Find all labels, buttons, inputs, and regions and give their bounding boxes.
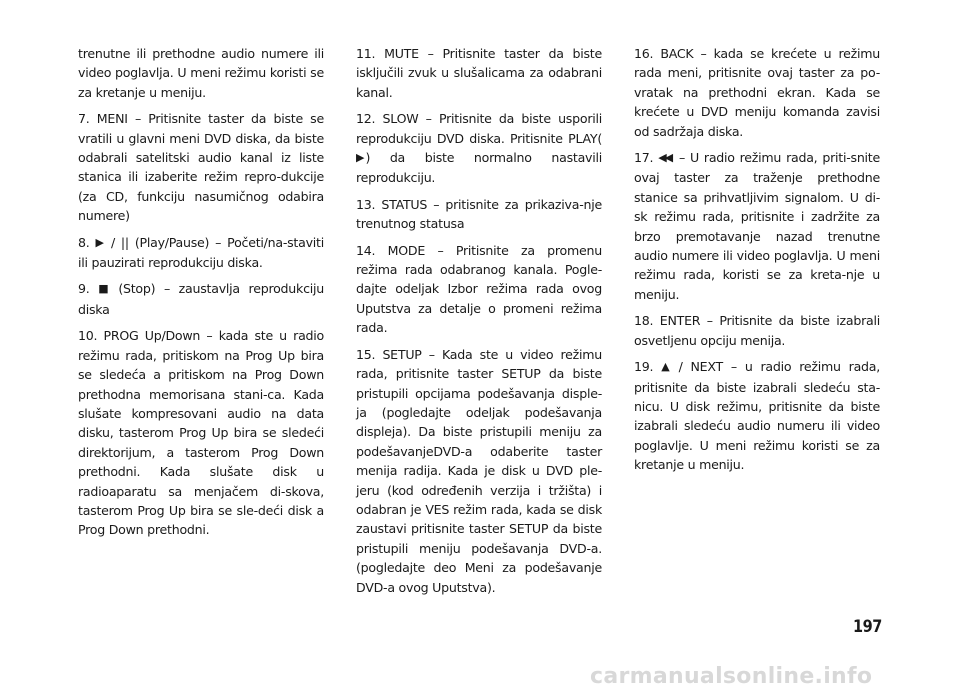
- up-arrow-icon: ▲: [661, 360, 668, 374]
- paragraph-item-13-status: 13. STATUS – pritisnite za prikaziva-nje trenutnog statusa: [356, 196, 602, 232]
- item-text: – U radio režimu rada, priti-snite ovaj taster za traženje prethodne stanice sa prihvatljivim signalom. U di-sk režimu rada, pritisnite i zadržite za brzo premotavanje nazad trenutne audio numere ili video poglavlja. U meni režimu rada, koristi se za kreta-nje u meniju.: [634, 150, 880, 302]
- paragraph-item-8-play-pause: [78, 233, 324, 273]
- paragraph-item-9-stop: [78, 279, 324, 319]
- paragraph-item-11-mute: 11. MUTE – Pritisnite taster da biste isključili zvuk u slušalicama za odabrani kanal.: [356, 46, 602, 100]
- play-icon: ▶: [356, 151, 363, 165]
- item-number: 9.: [78, 281, 90, 297]
- paragraph-item-17-rewind: [634, 148, 880, 304]
- paragraph-item-7-menu: 7. MENI – Pritisnite taster da biste se vratili u glavni meni DVD diska, da biste odabrali satelitski audio kanal iz liste stanica ili izaberite režim repro-dukcije (za CD, funkciju nasumičnog odabira numere): [78, 111, 324, 224]
- item-number: 19.: [634, 359, 654, 375]
- item-text-after: ) da biste normalno nastavili reprodukciju.: [356, 150, 602, 186]
- paragraph-item-19-next: [634, 357, 880, 474]
- item-number: 17.: [634, 150, 654, 166]
- watermark: carmanualsonline.info: [590, 664, 873, 689]
- paragraph-item-10-prog: 10. PROG Up/Down – kada ste u radio režimu rada, pritiskom na Prog Up bira se sledeća a pritiskom na Prog Down prethodna memorisana stani-ca. Kada slušate kompresovani audio na data disku, tasterom Prog Up bira se sledeći direktorijum, a tasterom Prog Down prethodni. Kada slušate disk u radioaparatu sa menjačem di-skova, tasterom Prog Up bira se sle-deći disk a Prog Down prethodni.: [78, 328, 324, 538]
- stop-icon: ■: [98, 282, 107, 296]
- text-column-1: [78, 44, 324, 547]
- item-number: 8.: [78, 234, 90, 250]
- paragraph-item-16-back: 16. BACK – kada se krećete u režimu rada meni, pritisnite ovaj taster za po-vratak na prethodni ekran. Kada se krećete u DVD meniju komanda zavisi od sadržaja diska.: [634, 46, 880, 139]
- text-column-2: [356, 44, 602, 604]
- paragraph-continuation: trenutne ili prethodne audio numere ili video poglavlja. U meni režimu koristi se za kretanje u meniju.: [78, 46, 324, 100]
- paragraph-item-12-slow: [356, 109, 602, 188]
- rewind-icon: ◀◀: [658, 151, 672, 165]
- page-number: 197: [853, 617, 882, 637]
- paragraph-item-18-enter: 18. ENTER – Pritisnite da biste izabrali osvetljenu opciju menija.: [634, 313, 880, 348]
- item-text: (Stop) – zaustavlja reprodukciju diska: [78, 281, 324, 317]
- paragraph-item-15-setup: 15. SETUP – Kada ste u video režimu rada, pritisnite taster SETUP da biste pristupili opcijama podešavanja disple-ja (pogledajte odeljak podešavanja displeja). Da biste pristupili meniju za podešavanjeDVD-a odaberite taster menija radija. Kada je disk u DVD ple-jeru (kod određenih verzija i tržišta) i odabran je VES režim rada, kada se disk zaustavi pritisnite taster SETUP da biste pristupili meniju podešavanja DVD-a. (pogledajte deo Meni za podešavanje DVD-a ovog Uputstva).: [356, 346, 602, 595]
- item-text: / || (Play/Pause) – Početi/na-staviti ili pauzirati reprodukciju diska.: [78, 234, 324, 271]
- item-text-before: 12. SLOW – Pritisnite da biste usporili reprodukciju DVD diska. Pritisnite PLAY(: [356, 111, 602, 146]
- text-column-3: [634, 44, 880, 482]
- item-text: / NEXT – u radio režimu rada, pritisnite da biste izabrali sledeću sta-nicu. U disk režimu, pritisnite da biste izabrali sledeću audio numeru ili video poglavlje. U meni režimu koristi se za kretanje u meniju.: [634, 359, 880, 473]
- paragraph-item-14-mode: 14. MODE – Pritisnite za promenu režima rada odabranog kanala. Pogle-dajte odeljak Izbor režima rada ovog Uputstva za detalje o promeni režima rada.: [356, 242, 602, 336]
- play-icon: ▶: [95, 235, 102, 249]
